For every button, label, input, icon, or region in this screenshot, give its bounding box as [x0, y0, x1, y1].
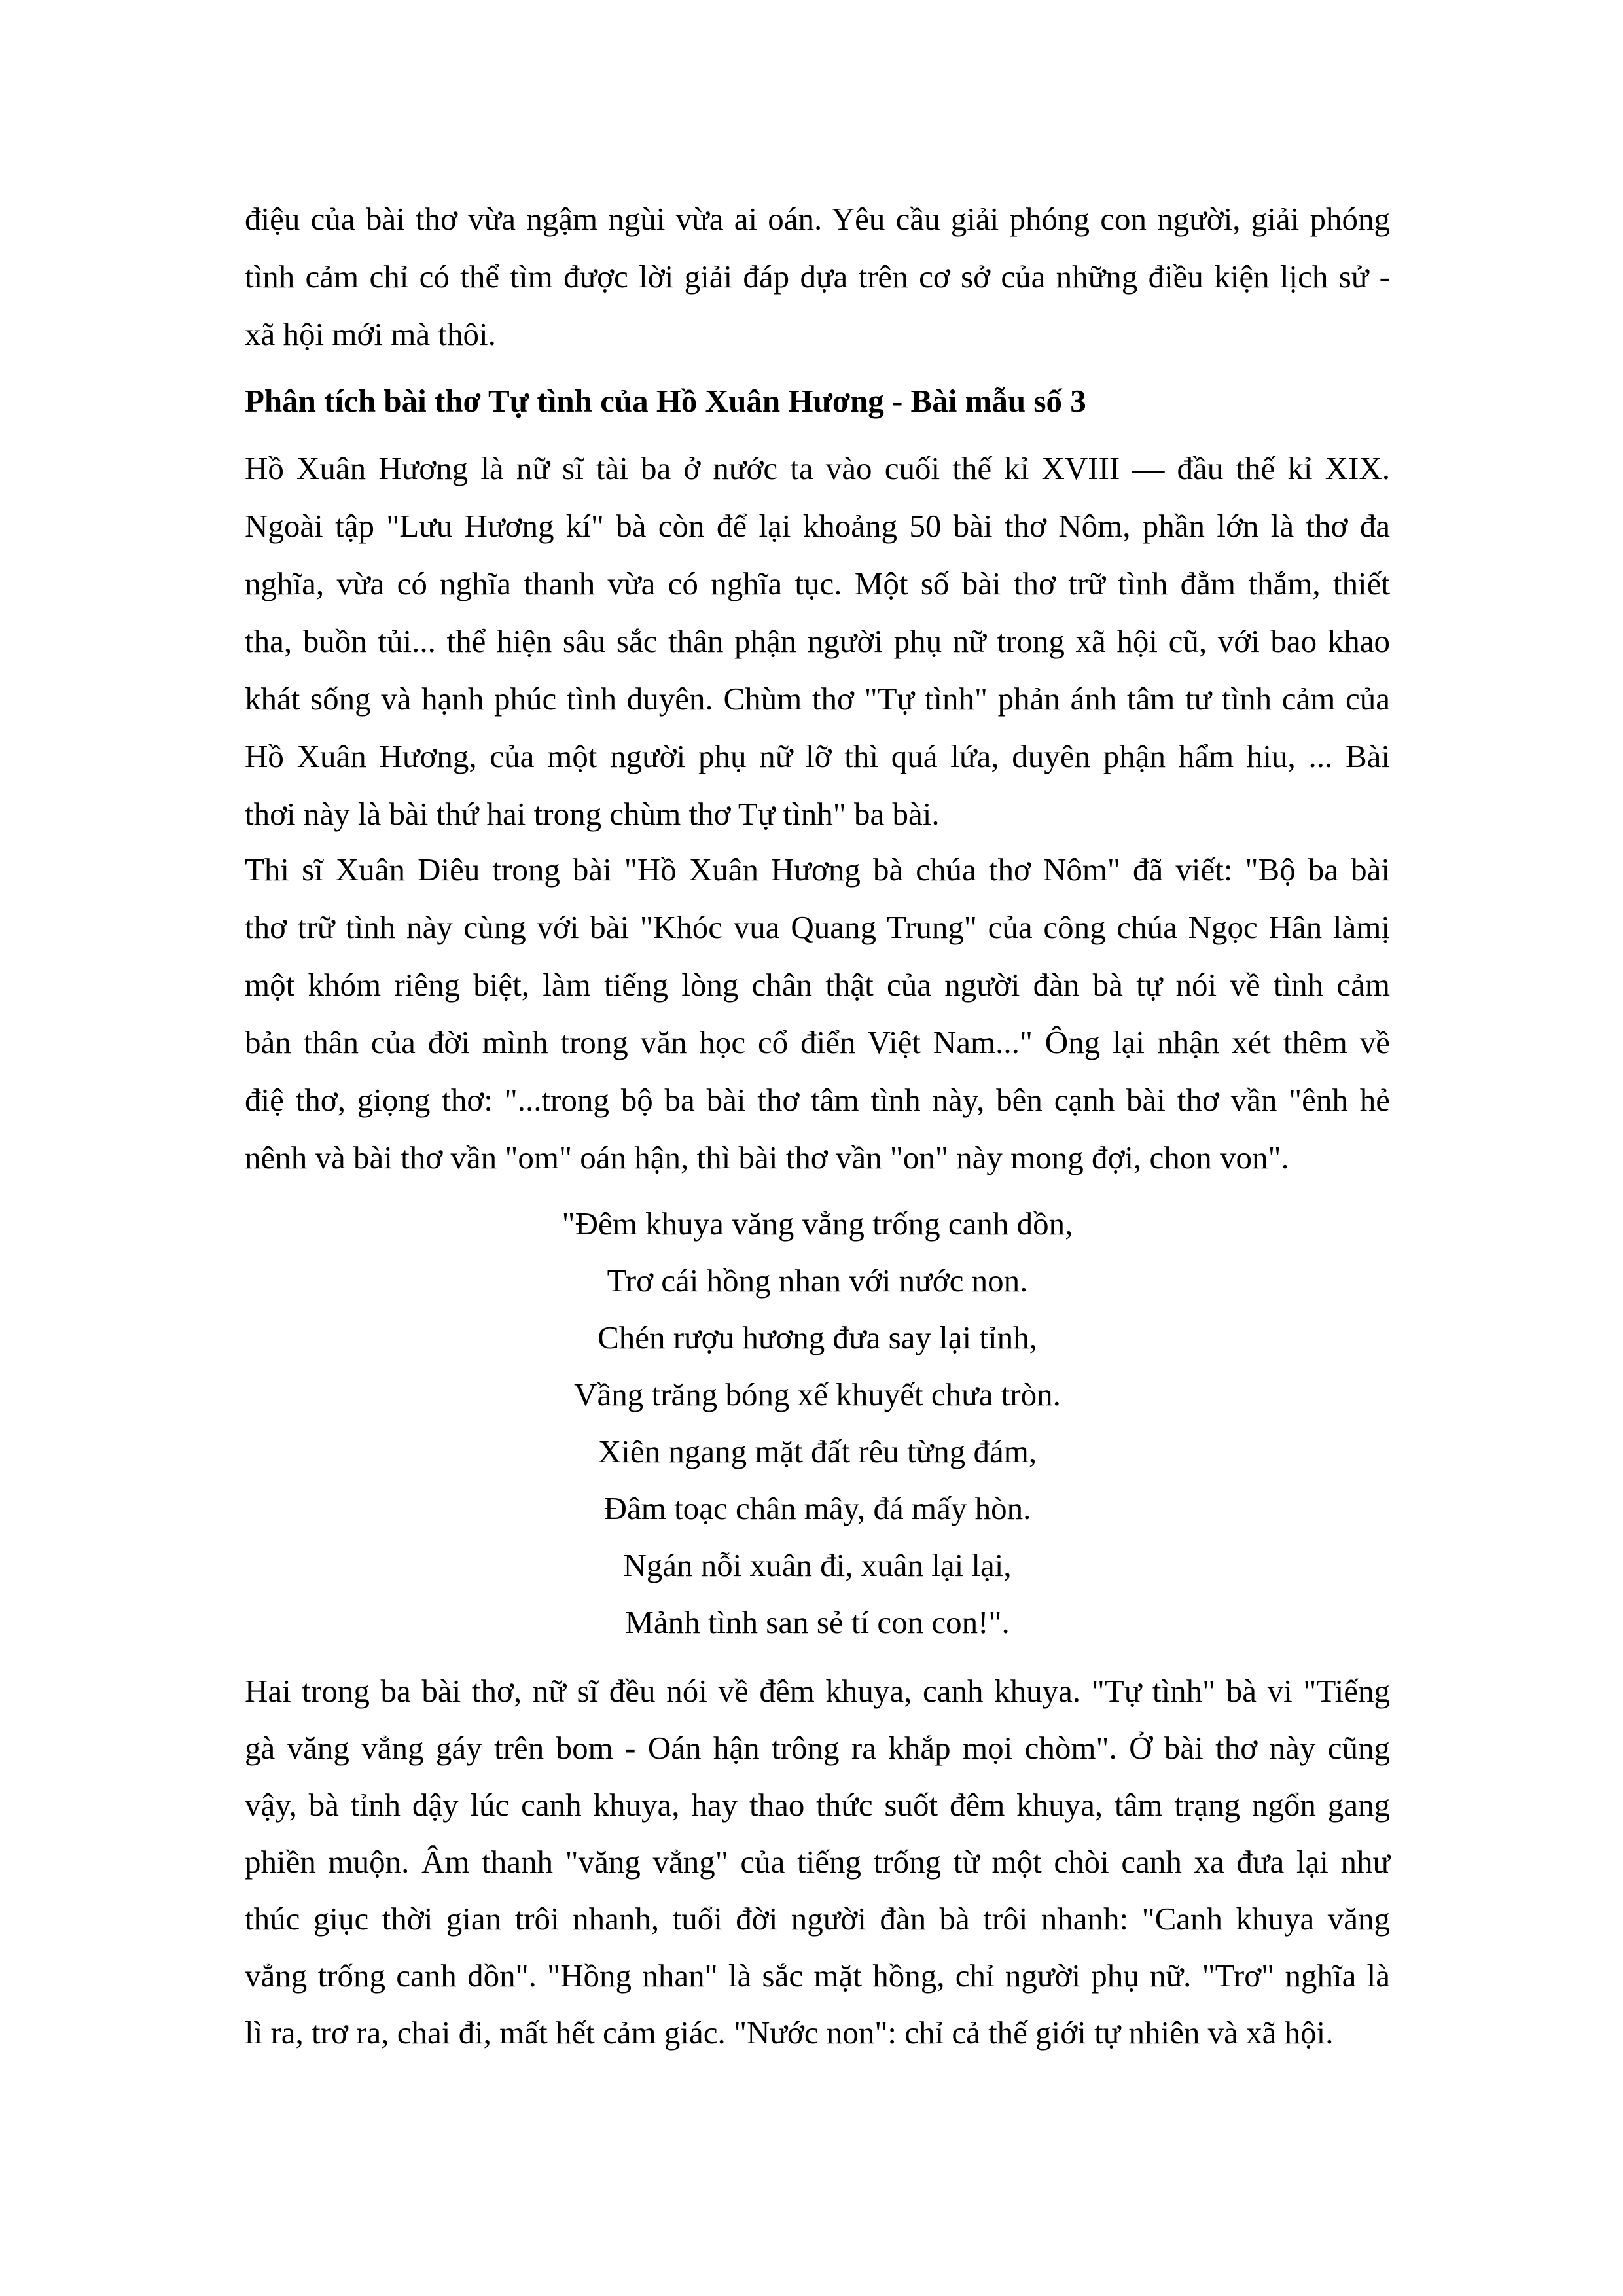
paragraph-line: gà văng vẳng gáy trên bom - Oán hận trông ra khắp mọi chòm". Ở bài thơ này cũng: [245, 1730, 1390, 1766]
poem-line: "Đêm khuya văng vẳng trống canh dồn,: [562, 1206, 1073, 1242]
poem-line: Chén rượu hương đưa say lại tỉnh,: [597, 1319, 1037, 1355]
paragraph-line: Hồ Xuân Hương là nữ sĩ tài ba ở nước ta vào cuối thế kỉ XVIII — đầu thế kỉ XIX.: [245, 450, 1390, 486]
paragraph-line: nênh và bài thơ vần "om" oán hận, thì bài thơ vần "on" này mong đợi, chon von".: [245, 1139, 1289, 1175]
poem-line: Vầng trăng bóng xế khuyết chưa tròn.: [574, 1376, 1061, 1412]
poem-line: Xiên ngang mặt đất rêu từng đám,: [597, 1433, 1037, 1469]
poem-line: Ngán nỗi xuân đi, xuân lại lại,: [623, 1547, 1012, 1583]
intro-line: tình cảm chỉ có thể tìm được lời giải đáp dựa trên cơ sở của những điều kiện lịch sử -: [245, 259, 1390, 295]
intro-line: xã hội mới mà thôi.: [245, 316, 496, 352]
paragraph-line: Ngoài tập "Lưu Hương kí" bà còn để lại khoảng 50 bài thơ Nôm, phần lớn là thơ đa: [245, 508, 1390, 544]
paragraph-line: Thi sĩ Xuân Diêu trong bài "Hồ Xuân Hương bà chúa thơ Nôm" đã viết: "Bộ ba bài: [245, 852, 1390, 888]
intro-line: điệu của bài thơ vừa ngậm ngùi vừa ai oán. Yêu cầu giải phóng con người, giải phóng: [245, 201, 1390, 237]
paragraph-line: phiền muộn. Âm thanh "văng vẳng" của tiếng trống từ một chòi canh xa đưa lại như: [245, 1844, 1390, 1880]
paragraph-line: vậy, bà tỉnh dậy lúc canh khuya, hay thao thức suốt đêm khuya, tâm trạng ngổn gang: [245, 1787, 1390, 1823]
paragraph-line: thơi này là bài thứ hai trong chùm thơ Tự tình" ba bài.: [245, 796, 940, 832]
paragraph-line: thơ trữ tình này cùng với bài "Khóc vua Quang Trung" của công chúa Ngọc Hân làmị: [245, 909, 1390, 945]
paragraph-line: khát sống và hạnh phúc tình duyên. Chùm thơ "Tự tình" phản ánh tâm tư tình cảm của: [245, 681, 1390, 717]
paragraph-line: một khóm riêng biệt, làm tiếng lòng chân thật của người đàn bà tự nói về tình cảm: [245, 967, 1390, 1003]
paragraph-line: Hai trong ba bài thơ, nữ sĩ đều nói về đêm khuya, canh khuya. "Tự tình" bà vi "Tiếng: [245, 1673, 1390, 1709]
section-heading: Phân tích bài thơ Tự tình của Hồ Xuân Hương - Bài mẫu số 3: [245, 383, 1086, 419]
paragraph-line: thúc giục thời gian trôi nhanh, tuổi đời người đàn bà trôi nhanh: "Canh khuya văng: [245, 1901, 1390, 1937]
poem-line: Trơ cái hồng nhan với nước non.: [607, 1263, 1028, 1299]
poem-line: Đâm toạc chân mây, đá mấy hòn.: [603, 1490, 1031, 1526]
paragraph-line: điệ thơ, giọng thơ: "...trong bộ ba bài thơ tâm tình này, bên cạnh bài thơ vần "ênh hẻ: [245, 1082, 1390, 1118]
paragraph-line: nghĩa, vừa có nghĩa thanh vừa có nghĩa tục. Một số bài thơ trữ tình đằm thắm, thiết: [245, 565, 1390, 601]
paragraph-line: bản thân của đời mình trong văn học cổ điển Việt Nam..." Ông lại nhận xét thêm về: [245, 1024, 1390, 1060]
paragraph-line: vẳng trống canh dồn". "Hồng nhan" là sắc mặt hồng, chỉ người phụ nữ. "Trơ" nghĩa là: [245, 1958, 1390, 1994]
paragraph-line: Hồ Xuân Hương, của một người phụ nữ lỡ thì quá lứa, duyên phận hẩm hiu, ... Bài: [245, 738, 1390, 774]
poem-line: Mảnh tình san sẻ tí con con!".: [625, 1604, 1010, 1640]
paragraph-line: tha, buồn tủi... thể hiện sâu sắc thân phận người phụ nữ trong xã hội cũ, với bao khao: [245, 623, 1390, 659]
paragraph-line: lì ra, trơ ra, chai đi, mất hết cảm giác. "Nước non": chỉ cả thế giới tự nhiên và xã hội.: [245, 2015, 1334, 2051]
